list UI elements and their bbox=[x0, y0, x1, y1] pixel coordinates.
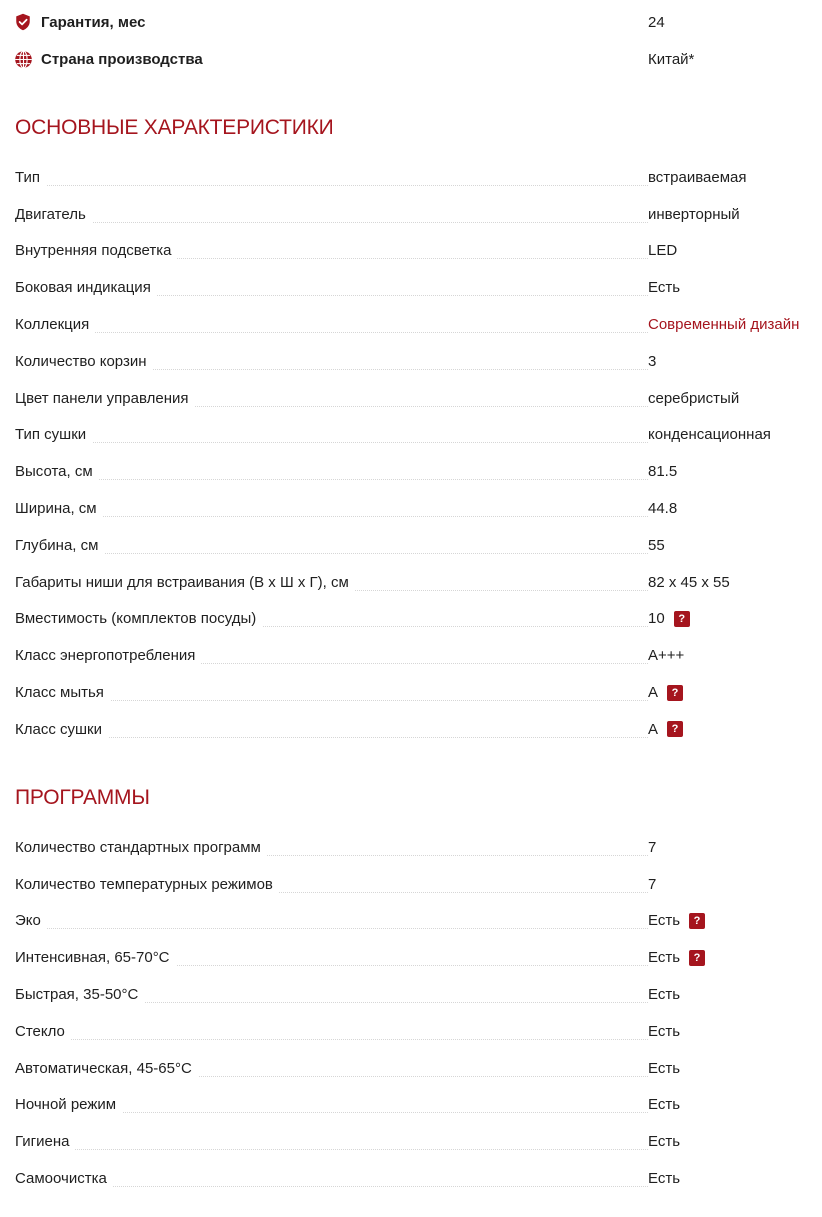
spec-value: инверторный bbox=[648, 205, 740, 223]
spec-value: серебристый bbox=[648, 389, 740, 407]
spec-label: Двигатель bbox=[15, 206, 92, 223]
spec-value: Есть bbox=[648, 949, 681, 967]
dotted-leader bbox=[15, 928, 648, 929]
dotted-leader bbox=[15, 222, 648, 223]
dotted-leader bbox=[15, 442, 648, 443]
spec-label: Количество стандартных программ bbox=[15, 839, 267, 856]
help-icon[interactable]: ? bbox=[667, 721, 683, 737]
dotted-leader bbox=[15, 737, 648, 738]
spec-label: Тип сушки bbox=[15, 426, 92, 443]
section-title-programs: ПРОГРАММЫ bbox=[15, 786, 150, 809]
spec-value: конденсационная bbox=[648, 426, 771, 444]
spec-label: Боковая индикация bbox=[15, 279, 157, 296]
main-spec-list bbox=[15, 159, 815, 748]
spec-value: Китай* bbox=[648, 50, 695, 68]
spec-value: A+++ bbox=[648, 647, 685, 665]
spec-label: Эко bbox=[15, 912, 47, 929]
spec-row bbox=[15, 306, 815, 343]
spec-label: Интенсивная, 65-70°C bbox=[15, 949, 176, 966]
spec-label: Стекло bbox=[15, 1023, 71, 1040]
programs-spec-list bbox=[15, 829, 815, 1197]
spec-value: Есть bbox=[648, 279, 681, 297]
spec-value: 7 bbox=[648, 875, 657, 893]
spec-value: 3 bbox=[648, 352, 657, 370]
spec-row-country bbox=[15, 41, 815, 78]
dotted-leader bbox=[15, 553, 648, 554]
spec-label: Гигиена bbox=[15, 1133, 75, 1150]
spec-row bbox=[15, 939, 815, 976]
spec-label: Быстрая, 35-50°C bbox=[15, 986, 144, 1003]
spec-label: Цвет панели управления bbox=[15, 390, 194, 407]
spec-value: 81.5 bbox=[648, 463, 678, 481]
spec-row bbox=[15, 601, 815, 638]
spec-value: Есть bbox=[648, 1133, 681, 1151]
spec-label: Ширина, см bbox=[15, 500, 103, 517]
spec-row bbox=[15, 527, 815, 564]
spec-label: Глубина, см bbox=[15, 537, 104, 554]
spec-label: Класс энергопотребления bbox=[15, 647, 201, 664]
dotted-leader bbox=[15, 1039, 648, 1040]
spec-row bbox=[15, 711, 815, 748]
spec-row bbox=[15, 233, 815, 270]
collection-link[interactable]: Современный дизайн bbox=[648, 316, 800, 334]
spec-value: Есть bbox=[648, 1022, 681, 1040]
spec-row bbox=[15, 829, 815, 866]
spec-value: 7 bbox=[648, 838, 657, 856]
spec-value: Есть bbox=[648, 912, 681, 930]
spec-row bbox=[15, 564, 815, 601]
spec-value: 24 bbox=[648, 13, 665, 31]
spec-label: Количество температурных режимов bbox=[15, 876, 279, 893]
spec-value: Есть bbox=[648, 1059, 681, 1077]
spec-row bbox=[15, 196, 815, 233]
help-icon[interactable]: ? bbox=[674, 611, 690, 627]
spec-label: Автоматическая, 45-65°C bbox=[15, 1060, 198, 1077]
spec-row bbox=[15, 637, 815, 674]
spec-row bbox=[15, 1087, 815, 1124]
dotted-leader bbox=[15, 516, 648, 517]
top-specs bbox=[15, 4, 815, 78]
spec-value: A bbox=[648, 684, 659, 702]
spec-row bbox=[15, 1123, 815, 1160]
spec-value: встраиваемая bbox=[648, 168, 747, 186]
spec-row bbox=[15, 1050, 815, 1087]
spec-value: 55 bbox=[648, 536, 665, 554]
spec-value: 10 bbox=[648, 610, 665, 628]
dotted-leader bbox=[15, 479, 648, 480]
dotted-leader bbox=[15, 332, 648, 333]
spec-row bbox=[15, 159, 815, 196]
spec-value: LED bbox=[648, 242, 678, 260]
section-title-main: ОСНОВНЫЕ ХАРАКТЕРИСТИКИ bbox=[15, 116, 334, 139]
spec-value: Есть bbox=[648, 986, 681, 1004]
spec-row-warranty bbox=[15, 4, 815, 41]
globe-icon bbox=[13, 49, 33, 69]
help-icon[interactable]: ? bbox=[689, 913, 705, 929]
spec-value: 44.8 bbox=[648, 500, 678, 518]
help-icon[interactable]: ? bbox=[689, 950, 705, 966]
shield-check-icon bbox=[13, 12, 33, 32]
spec-row bbox=[15, 490, 815, 527]
spec-value: Есть bbox=[648, 1096, 681, 1114]
dotted-leader bbox=[15, 185, 648, 186]
spec-label: Тип bbox=[15, 169, 46, 186]
spec-label: Страна производства bbox=[41, 51, 209, 68]
spec-row bbox=[15, 453, 815, 490]
spec-label: Внутренняя подсветка bbox=[15, 242, 177, 259]
spec-label: Количество корзин bbox=[15, 353, 153, 370]
spec-label: Ночной режим bbox=[15, 1096, 122, 1113]
spec-row bbox=[15, 269, 815, 306]
spec-label: Высота, см bbox=[15, 463, 99, 480]
spec-row bbox=[15, 417, 815, 454]
spec-label: Класс мытья bbox=[15, 684, 110, 701]
spec-row bbox=[15, 380, 815, 417]
help-icon[interactable]: ? bbox=[667, 685, 683, 701]
spec-label: Гарантия, мес bbox=[41, 14, 151, 31]
dotted-leader bbox=[15, 700, 648, 701]
spec-row bbox=[15, 903, 815, 940]
spec-row bbox=[15, 343, 815, 380]
spec-value: 82 х 45 х 55 bbox=[648, 573, 730, 591]
spec-label: Вместимость (комплектов посуды) bbox=[15, 610, 262, 627]
spec-label: Габариты ниши для встраивания (В х Ш х Г), см bbox=[15, 574, 355, 591]
spec-row bbox=[15, 1160, 815, 1197]
spec-row bbox=[15, 866, 815, 903]
spec-label: Самоочистка bbox=[15, 1170, 113, 1187]
spec-row bbox=[15, 674, 815, 711]
spec-row bbox=[15, 1013, 815, 1050]
spec-label: Коллекция bbox=[15, 316, 95, 333]
spec-label: Класс сушки bbox=[15, 721, 108, 738]
spec-value: Есть bbox=[648, 1170, 681, 1188]
dotted-leader bbox=[15, 1149, 648, 1150]
spec-row bbox=[15, 976, 815, 1013]
spec-value: A bbox=[648, 720, 659, 738]
